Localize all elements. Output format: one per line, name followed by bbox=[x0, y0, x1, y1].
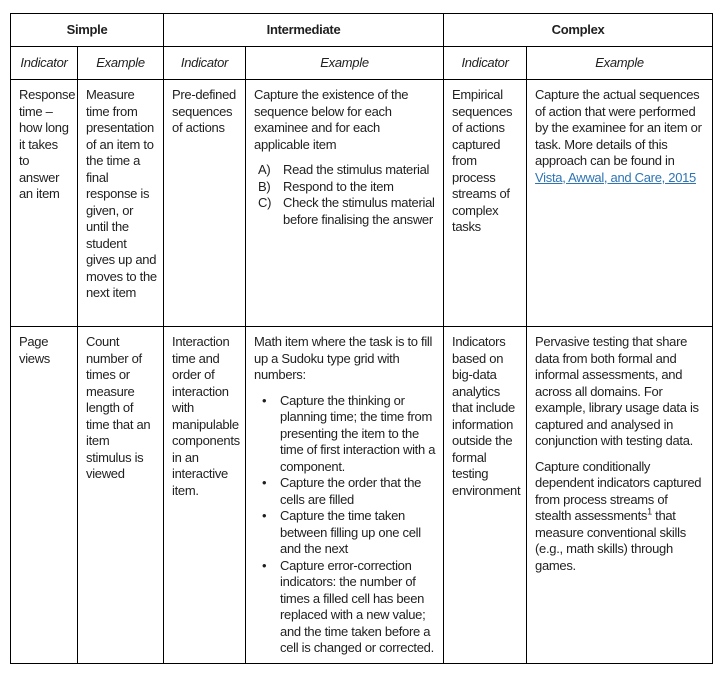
cell-simple-example-1: Measure time from presentation of an item to the time a final response is given, or until the student gives up and moves to the next item bbox=[78, 80, 164, 327]
list-item-text: Respond to the item bbox=[283, 178, 394, 194]
column-group-complex: Complex bbox=[444, 14, 713, 47]
cell-intermediate-example-1 bbox=[246, 80, 444, 327]
stealth-assessment-paragraph bbox=[535, 459, 706, 575]
pervasive-testing-paragraph: Pervasive testing that share data from both formal and informal assessments, and across all domains. For example, library usage data is captured and analysed in conjunction with testing data. bbox=[535, 334, 699, 448]
column-group-intermediate: Intermediate bbox=[164, 14, 444, 47]
list-item bbox=[262, 475, 437, 508]
subheader-complex-example: Example bbox=[527, 47, 713, 80]
paragraph-text: Capture conditionally dependent indicators captured from process streams of stealth assessments bbox=[535, 458, 702, 523]
sub-header-row bbox=[11, 47, 713, 80]
cell-complex-example-1 bbox=[527, 80, 713, 327]
bullet-icon: • bbox=[262, 557, 267, 573]
table-row-page-views bbox=[11, 327, 713, 664]
sudoku-intro-text: Math item where the task is to fill up a Sudoku type grid with numbers: bbox=[254, 334, 433, 382]
cell-intermediate-indicator-2: Interaction time and order of interaction with manipulable components in an interactive item. bbox=[164, 327, 246, 664]
subheader-intermediate-indicator: Indicator bbox=[164, 47, 246, 80]
group-header-row bbox=[11, 14, 713, 47]
list-marker: C) bbox=[258, 195, 272, 210]
list-item bbox=[262, 508, 437, 558]
bullet-icon: • bbox=[262, 508, 267, 523]
complex-example-text: Capture the actual sequences of action that were performed by the examinee for an item or task. More details of this approach can be found in bbox=[535, 87, 702, 168]
cell-complex-indicator-1: Empirical sequences of actions captured from process streams of complex tasks bbox=[444, 80, 527, 327]
lettered-list bbox=[254, 162, 437, 228]
citation-link[interactable]: Vista, Awwal, and Care, 2015 bbox=[535, 169, 696, 185]
list-item bbox=[258, 195, 437, 228]
indicator-comparison-table bbox=[10, 13, 713, 664]
cell-complex-indicator-2: Indicators based on big-data analytics that include information outside the formal testing environment bbox=[444, 327, 527, 664]
list-item-text: Check the stimulus material before finalising the answer bbox=[283, 195, 435, 227]
subheader-intermediate-example: Example bbox=[246, 47, 444, 80]
list-item bbox=[262, 393, 437, 476]
paragraph-text: that measure conventional skills (e.g., math skills) through games. bbox=[535, 508, 686, 573]
list-item-text: Capture the time taken between filling up one cell and the next bbox=[280, 508, 421, 556]
bullet-icon: • bbox=[262, 475, 267, 490]
cell-simple-indicator-2: Page views bbox=[11, 327, 78, 664]
cell-simple-indicator-1: Response time – how long it takes to answer an item bbox=[11, 80, 78, 327]
cell-simple-example-2: Count number of times or measure length of time that an item stimulus is viewed bbox=[78, 327, 164, 664]
subheader-simple-indicator: Indicator bbox=[11, 47, 78, 80]
list-item-text: Capture the thinking or planning time; the time from presenting the item to the time of first interaction with a component. bbox=[280, 392, 436, 474]
list-item bbox=[258, 162, 437, 179]
list-marker: A) bbox=[258, 162, 271, 177]
table-row-response-time bbox=[11, 80, 713, 327]
list-item-text: Capture the order that the cells are filled bbox=[280, 475, 422, 507]
list-item bbox=[262, 558, 437, 657]
cell-intermediate-example-2 bbox=[246, 327, 444, 664]
list-marker: B) bbox=[258, 178, 271, 194]
cell-intermediate-indicator-1: Pre-defined sequences of actions bbox=[164, 80, 246, 327]
cell-complex-example-2 bbox=[527, 327, 713, 664]
bullet-list bbox=[254, 393, 437, 657]
footnote-marker: 1 bbox=[647, 506, 652, 517]
list-item-text: Capture error-correction indicators: the number of times a filled cell has been replaced with a new value; and the time taken before a cell is changed or corrected. bbox=[280, 557, 434, 655]
column-group-simple: Simple bbox=[11, 14, 164, 47]
subheader-simple-example: Example bbox=[78, 47, 164, 80]
list-item bbox=[258, 179, 437, 196]
sequence-intro-text: Capture the existence of the sequence below for each examinee and for each applicable item bbox=[254, 87, 409, 152]
bullet-icon: • bbox=[262, 392, 267, 408]
list-item-text: Read the stimulus material bbox=[283, 162, 430, 177]
subheader-complex-indicator: Indicator bbox=[444, 47, 527, 80]
